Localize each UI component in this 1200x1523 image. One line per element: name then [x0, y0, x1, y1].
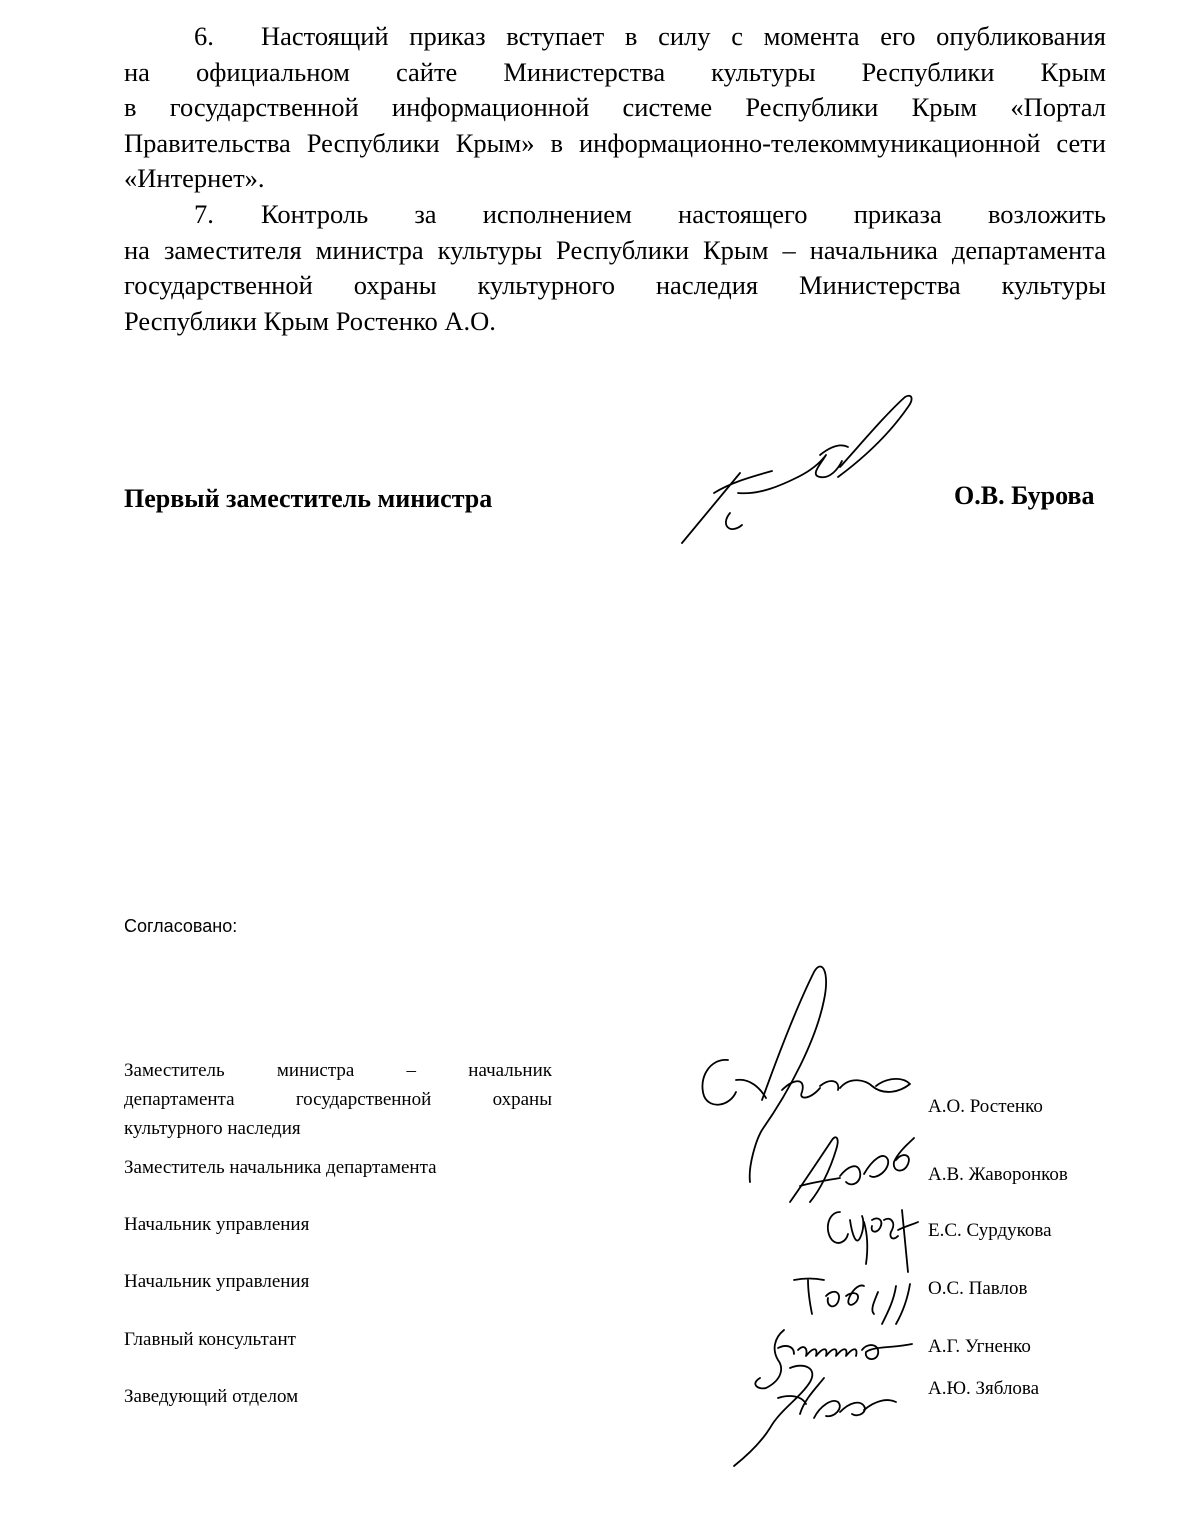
approver-name-2: А.В. Жаворонков: [928, 1164, 1068, 1185]
approver-name-3: Е.С. Сурдукова: [928, 1220, 1052, 1241]
paragraph-6-number: 6.: [194, 21, 214, 51]
approver-position-6: Заведующий отделом: [124, 1386, 299, 1407]
handwritten-signature-zyablova: [720, 1358, 900, 1470]
handwritten-signature-zhavoronkov: [780, 1130, 920, 1210]
paragraph-6: [124, 19, 1106, 197]
paragraph-7-number: 7.: [194, 199, 214, 229]
paragraph-7: [124, 197, 1106, 339]
paragraph-6-line-1: 6. Настоящий приказ вступает в силу с момента его опубликования: [124, 19, 1106, 55]
signer-title: Первый заместитель министра: [124, 484, 493, 513]
approver-position-3: Начальник управления: [124, 1214, 310, 1235]
paragraph-7-line-3: государственной охраны культурного наследия Министерства культуры: [124, 270, 1106, 300]
approver-name-4: О.С. Павлов: [928, 1278, 1028, 1299]
signer-name: О.В. Бурова: [954, 481, 1095, 510]
approver-name-5: А.Г. Угненко: [928, 1336, 1031, 1357]
paragraph-7-line-2: на заместителя министра культуры Республики Крым – начальника департамента: [124, 234, 1106, 265]
approver-name-6: А.Ю. Зяблова: [928, 1378, 1040, 1399]
approver-name-1: А.О. Ростенко: [928, 1096, 1043, 1117]
paragraph-6-line-2: на официальном сайте Министерства культуры Республики Крым: [124, 56, 1106, 87]
paragraph-7-line-1: 7. Контроль за исполнением настоящего приказа возложить: [124, 197, 1106, 233]
approver-position-2: Заместитель начальника департамента: [124, 1157, 437, 1178]
paragraph-6-line-4: Правительства Республики Крым» в информационно-телекоммуникационной сети: [124, 127, 1106, 158]
approval-label: Согласовано:: [124, 916, 238, 936]
paragraph-7-line-4: Республики Крым Ростенко А.О.: [124, 305, 496, 336]
approver-position-1: Заместитель министра – начальник департамента государственной охраны культурного наследия: [124, 1060, 552, 1139]
approver-position-4: Начальник управления: [124, 1271, 310, 1292]
approver-position-5: Главный консультант: [124, 1329, 296, 1350]
paragraph-6-line-3: в государственной информационной системе Республики Крым «Портал: [124, 92, 1106, 122]
handwritten-signature-main: [670, 385, 920, 555]
paragraph-6-line-5: «Интернет».: [124, 163, 265, 193]
